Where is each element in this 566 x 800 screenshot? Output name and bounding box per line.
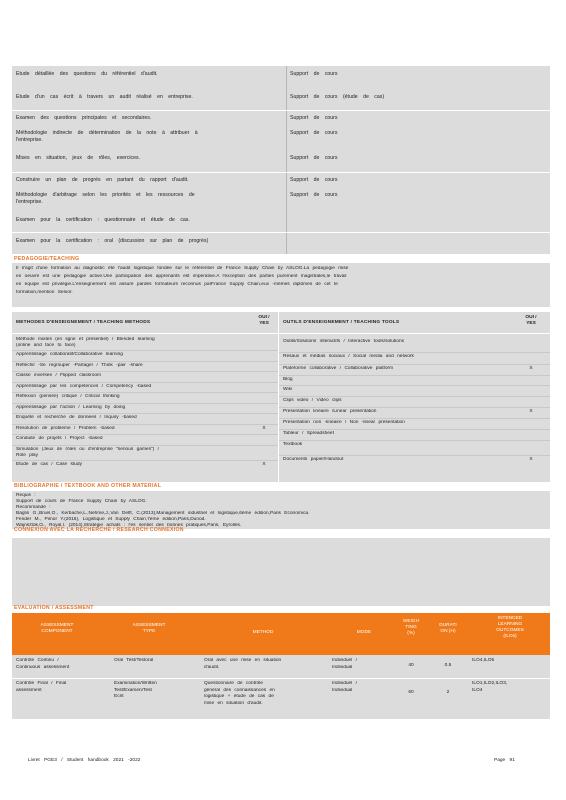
content-resource: Support de cours	[290, 192, 338, 198]
header-type: ASSESSMENT TYPE	[132, 623, 166, 634]
bibliography-entry: Wajnsztok,O., Royal,I. (2014),Stratégie achats : l'es sentiel des bonnes pratiques,Paris, Eyrolles.	[16, 523, 242, 528]
content-resource: Support de cours	[290, 155, 338, 161]
teaching-tool: Présentation linéaire /Linear presentation	[283, 409, 377, 414]
row-divider	[12, 413, 278, 414]
content-resource: Support de cours	[290, 177, 338, 183]
evaluation-component: Contrôle Continu /	[16, 658, 59, 663]
methods-right-yes-header: OUI / YES	[525, 315, 537, 326]
bibliography-entry: Requis :	[16, 493, 36, 498]
evaluation-method: général des connaissances en	[204, 687, 275, 693]
evaluation-component: assessment	[16, 687, 42, 693]
content-activity: Examen pour la certification : oral (discussion sur plan de progrès)	[16, 238, 209, 244]
teaching-method: Réflexion (pensée) critique / Critical thinking	[16, 394, 120, 399]
evaluation-mode: Individuel /	[332, 658, 357, 663]
header-outcomes: INTENDED LEARNING OUTCOMES (ILOs)	[496, 616, 524, 639]
teaching-method: Role play	[16, 452, 38, 458]
evaluation-method: Oral avec une mise en situation	[204, 658, 282, 663]
evaluation-mode: Individual	[332, 687, 353, 693]
row-divider	[279, 440, 550, 441]
row-divider	[279, 396, 550, 397]
bibliography-entry: Baglin G.,Bruel,O., Kerbache,L.,Nehme,J.,Van Delft, C.(2013),Management industriel et logistique,6ème édition,Paris Economica.	[16, 511, 310, 516]
evaluation-mode: Individual	[332, 664, 353, 670]
research-heading: CONNEXION AVEC LA RECHERCHE / RESEARCH CONNEXION	[14, 527, 184, 533]
teaching-tool: Documents papier/Handout	[283, 457, 344, 462]
evaluation-duration: 0.5	[444, 663, 452, 668]
tool-check: X	[529, 457, 533, 462]
pedagogy-text: formation,mention Senior.	[16, 290, 73, 295]
row-divider	[12, 460, 278, 461]
teaching-tool: Tableur / Spreadsheet	[283, 431, 334, 436]
evaluation-outcomes: ILO4	[472, 687, 483, 693]
teaching-tool: Outils/Solutions interactifs / Interactive tools/solutions	[283, 339, 405, 344]
methods-left-header: METHODES D'ENSEIGNEMENT / TEACHING METHODS	[16, 320, 151, 325]
evaluation-mode: Individuel /	[332, 681, 357, 686]
content-resource: Support de cours (étude de cas)	[290, 94, 385, 100]
footer-page-number: Page 91	[494, 758, 515, 763]
row-divider	[12, 371, 278, 372]
header-duration: DURATI ON (H)	[439, 623, 457, 634]
row-divider	[12, 350, 278, 351]
methods-left-yes-header: OUI / YES	[258, 315, 270, 326]
row-divider	[12, 403, 278, 404]
methods-right-header: OUTILS D'ENSEIGNEMENT / TEACHING TOOLS	[283, 320, 400, 325]
teaching-tool: Textbook	[283, 442, 303, 447]
content-activity: Mises en situation, jeux de rôles, exercices.	[16, 155, 141, 161]
row-divider	[12, 434, 278, 435]
evaluation-weight: 40	[408, 663, 414, 668]
evaluation-component: Contrôle Final / Final	[16, 681, 67, 686]
content-activity: Examen des questions principales et secondaires.	[16, 115, 152, 121]
teaching-tool: Présentation non -linéaire / Non -linear presentation	[283, 420, 405, 425]
teaching-method: (online and face to face)	[16, 343, 76, 348]
content-resource: Support de cours	[290, 71, 338, 77]
evaluation-method: Questionnaire de contrôle	[204, 681, 263, 686]
evaluation-header-row	[12, 613, 550, 655]
research-box	[12, 538, 550, 606]
content-activity: Méthodologie d'arbitrage selon les priorités et les ressources de	[16, 192, 195, 198]
evaluation-outcomes: ILO1,ILO2,ILO3,	[472, 681, 508, 686]
row-divider	[12, 424, 278, 425]
teaching-tool: Résaux et médias sociaux / Social media and network	[283, 354, 414, 359]
evaluation-type: Examination/Written	[114, 681, 157, 686]
content-activity: Etude détaillée des questions du référentiel d'audit.	[16, 71, 158, 77]
row-divider	[12, 382, 278, 383]
content-resource: Support de cours	[290, 115, 338, 121]
teaching-method: Apprentissage par les compétences / Competency -based	[16, 383, 152, 389]
teaching-method: Résolution de problème / Problem -based	[16, 425, 115, 431]
teaching-tool: Plateforme collaborative / Collaborative platform	[283, 366, 394, 371]
evaluation-method: mise en situation d'audit.	[204, 700, 263, 706]
teaching-tool: Blog	[283, 377, 293, 382]
evaluation-outcomes: ILO4,ILO5	[472, 658, 495, 663]
evaluation-method: d'audit.	[204, 664, 220, 670]
bibliography-heading: BIBLIOGRAPHIE / TEXTBOOK AND OTHER MATERIAL	[14, 483, 162, 489]
teaching-method: Réfléchir -Se regrouper -Partager / Think -pair -share	[16, 362, 143, 368]
pedagogy-text: Il s'agit d'une formation au diagnostic été l'audit logistique fondée sur le référentiel de France Supply Chain by ASLOG.La pédagogie mise	[16, 266, 349, 271]
evaluation-type: Oral Test/Testoral	[114, 658, 154, 663]
evaluation-component: Continuous assessment	[16, 664, 70, 670]
teaching-method: Enquête et recherche de données / Inquiry -based	[16, 415, 137, 420]
evaluation-weight: 60	[408, 690, 414, 695]
teaching-method: Simulation (Jeux de rôles ou d'entreprise "serious games") /	[16, 446, 159, 452]
teaching-method: Méthode mixtes (en ligne et présentiel) / Blended learning	[16, 337, 155, 342]
row-divider	[279, 385, 550, 386]
pedagogy-heading: PEDAGOGIE/TEACHING	[14, 256, 80, 262]
row-divider	[279, 455, 550, 456]
row-divider	[279, 418, 550, 419]
footer-left: Livret PGE3 / Student handbook 2021 -2022	[28, 758, 141, 763]
teaching-tool: Wiki	[283, 387, 293, 392]
header-mode: MODE	[356, 630, 372, 635]
teaching-method: Conduite de projets / Project -based	[16, 436, 103, 441]
evaluation-method: logistique + étude de cas de	[204, 694, 274, 699]
teaching-tool: Clips vidéo / Video clips	[283, 398, 342, 403]
content-activity: l'entreprise.	[16, 199, 43, 205]
tool-check: X	[529, 409, 533, 414]
method-check: X	[262, 461, 266, 467]
row-divider	[12, 445, 278, 446]
teaching-method: Classe inversée / Flipped classroom	[16, 373, 102, 378]
row-divider	[279, 352, 550, 353]
header-component: ASSESSMENT COMPONENT	[40, 623, 74, 634]
content-activity: Examen pour la certification : questionnaire et étude de cas.	[16, 217, 190, 223]
evaluation-duration: 2	[446, 690, 450, 695]
evaluation-heading: EVALUATION / ASSESSMENT	[14, 605, 94, 611]
content-resource: Support de cours	[290, 130, 338, 136]
teaching-method: Apprentissage collaboratif/Collaborative learning	[16, 352, 123, 357]
content-activity: l'entreprise.	[16, 137, 43, 143]
content-activity: Construire un plan de progrès en partant du rapport d'audit.	[16, 177, 189, 183]
method-check: X	[262, 425, 266, 431]
teaching-method: Etude de cas / Case study	[16, 461, 82, 467]
tool-check: X	[529, 366, 533, 371]
content-activity: Etude d'un cas écrit à travers un audit réalisé en entreprise.	[16, 94, 193, 100]
pedagogy-text: en équipe est privilégié.L'enseignement est assuré pardes formateurs reconnus parFrance Supply Chain,eux -mêmes diplômés de cet te	[16, 282, 338, 287]
pedagogy-text: en oeuvre est une pédagogie active.Une participation des apprenants est impérative.A l'exception des parties purement magistrales,le travail	[16, 274, 347, 279]
header-method: METHOD	[252, 630, 274, 635]
row-divider	[279, 375, 550, 376]
row-divider	[279, 429, 550, 430]
row-divider	[279, 364, 550, 365]
row-divider	[12, 361, 278, 362]
row-divider	[279, 407, 550, 408]
bibliography-entry: Support de cours de France Supply Chain by ASLOG.	[16, 499, 147, 504]
bibliography-entry: Recommandé :	[16, 505, 51, 510]
bibliography-entry: Fender M., Pimor Y.(2016), Logistique et Supply Chain,7ème édition,Paris,Dunod.	[16, 517, 206, 522]
evaluation-type: Test/Examen/Test	[114, 687, 152, 693]
header-weight: WEIGH TING (%)	[402, 619, 420, 636]
row-divider	[12, 392, 278, 393]
teaching-method: Apprentissage par l'action / Learning by doing	[16, 404, 126, 410]
content-activity: Méthodologie indirecte de détermination de la note à attribuer à	[16, 130, 198, 136]
evaluation-type: Ecrit	[114, 694, 124, 699]
